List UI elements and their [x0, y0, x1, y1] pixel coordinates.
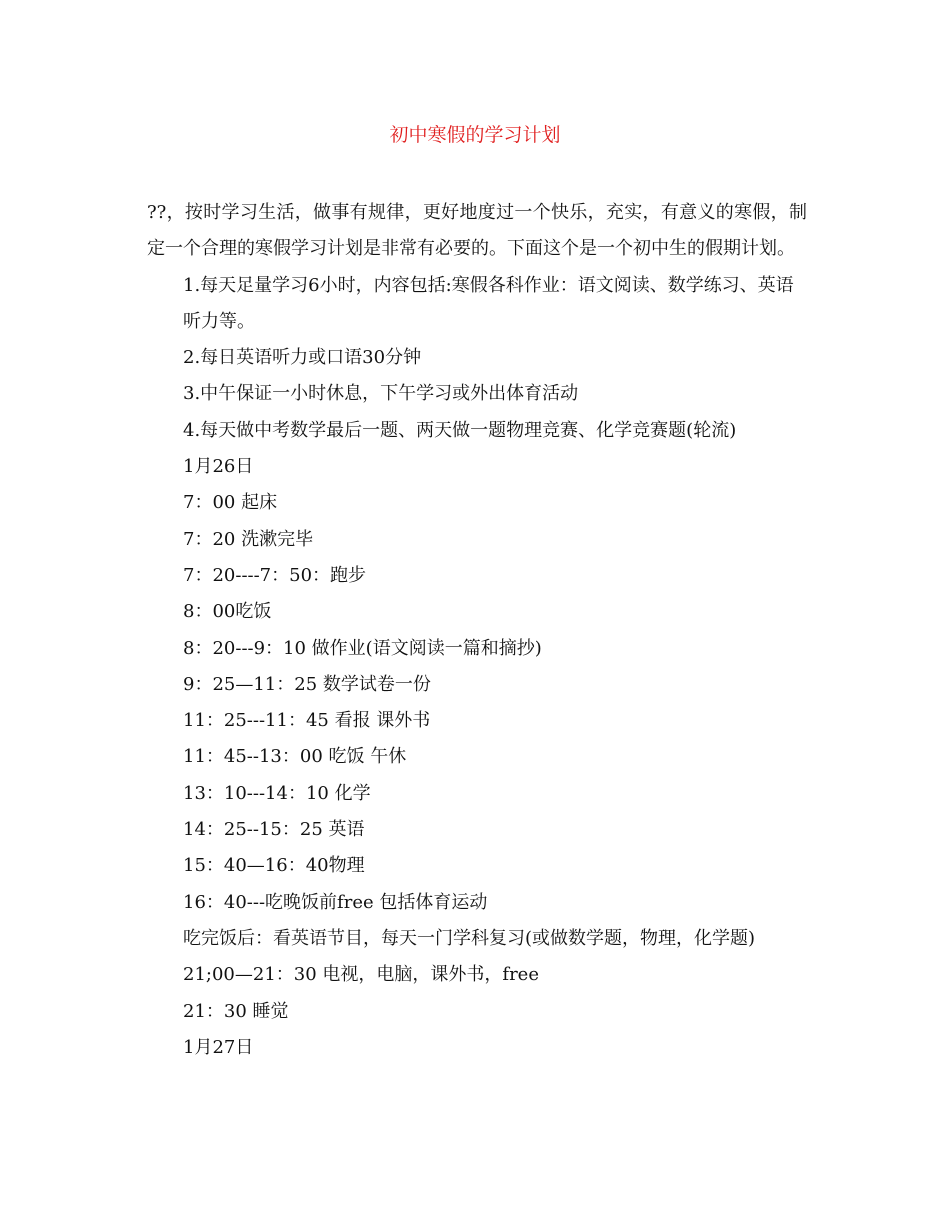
schedule-line: 16：40---吃晚饭前free 包括体育运动 — [183, 891, 488, 913]
schedule-line: 9：25—11：25 数学试卷一份 — [183, 673, 431, 695]
schedule-line: 吃完饭后：看英语节目，每天一门学科复习(或做数学题，物理，化学题) — [183, 927, 756, 949]
plan-item-2: 2.每日英语听力或口语30分钟 — [183, 347, 422, 369]
schedule-line: 7：20----7：50：跑步 — [183, 564, 367, 586]
document-title: 初中寒假的学习计划 — [389, 124, 561, 146]
schedule-line: 21;00—21：30 电视，电脑，课外书，free — [183, 964, 539, 986]
plan-item-3: 3.中午保证一小时休息，下午学习或外出体育活动 — [183, 383, 579, 405]
schedule-line: 11：45--13：00 吃饭 午休 — [183, 746, 407, 768]
intro-paragraph: ??，按时学习生活，做事有规律，更好地度过一个快乐，充实，有意义的寒假，制定一个合理的寒假学习计划是非常有必要的。下面这个是一个初中生的假期计划。 — [147, 202, 807, 260]
plan-item-4: 4.每天做中考数学最后一题、两天做一题物理竞赛、化学竞赛题(轮流) — [183, 419, 737, 441]
document-body — [147, 195, 807, 1066]
schedule-line: 8：20---9：10 做作业(语文阅读一篇和摘抄) — [183, 637, 542, 659]
schedule-line: 21：30 睡觉 — [183, 1000, 289, 1022]
plan-item-1: 1.每天足量学习6小时，内容包括:寒假各科作业：语文阅读、数学练习、英语听力等。 — [183, 274, 794, 332]
schedule-line: 11：25---11：45 看报 课外书 — [183, 710, 431, 732]
date-heading: 1月27日 — [183, 1036, 254, 1058]
date-heading: 1月26日 — [183, 456, 254, 478]
schedule-line: 14：25--15：25 英语 — [183, 819, 365, 841]
schedule-line: 13：10---14：10 化学 — [183, 782, 371, 804]
schedule-line: 15：40—16：40物理 — [183, 855, 365, 877]
schedule-line: 8：00吃饭 — [183, 601, 272, 623]
schedule-line: 7：00 起床 — [183, 492, 278, 514]
schedule-line: 7：20 洗漱完毕 — [183, 528, 314, 550]
